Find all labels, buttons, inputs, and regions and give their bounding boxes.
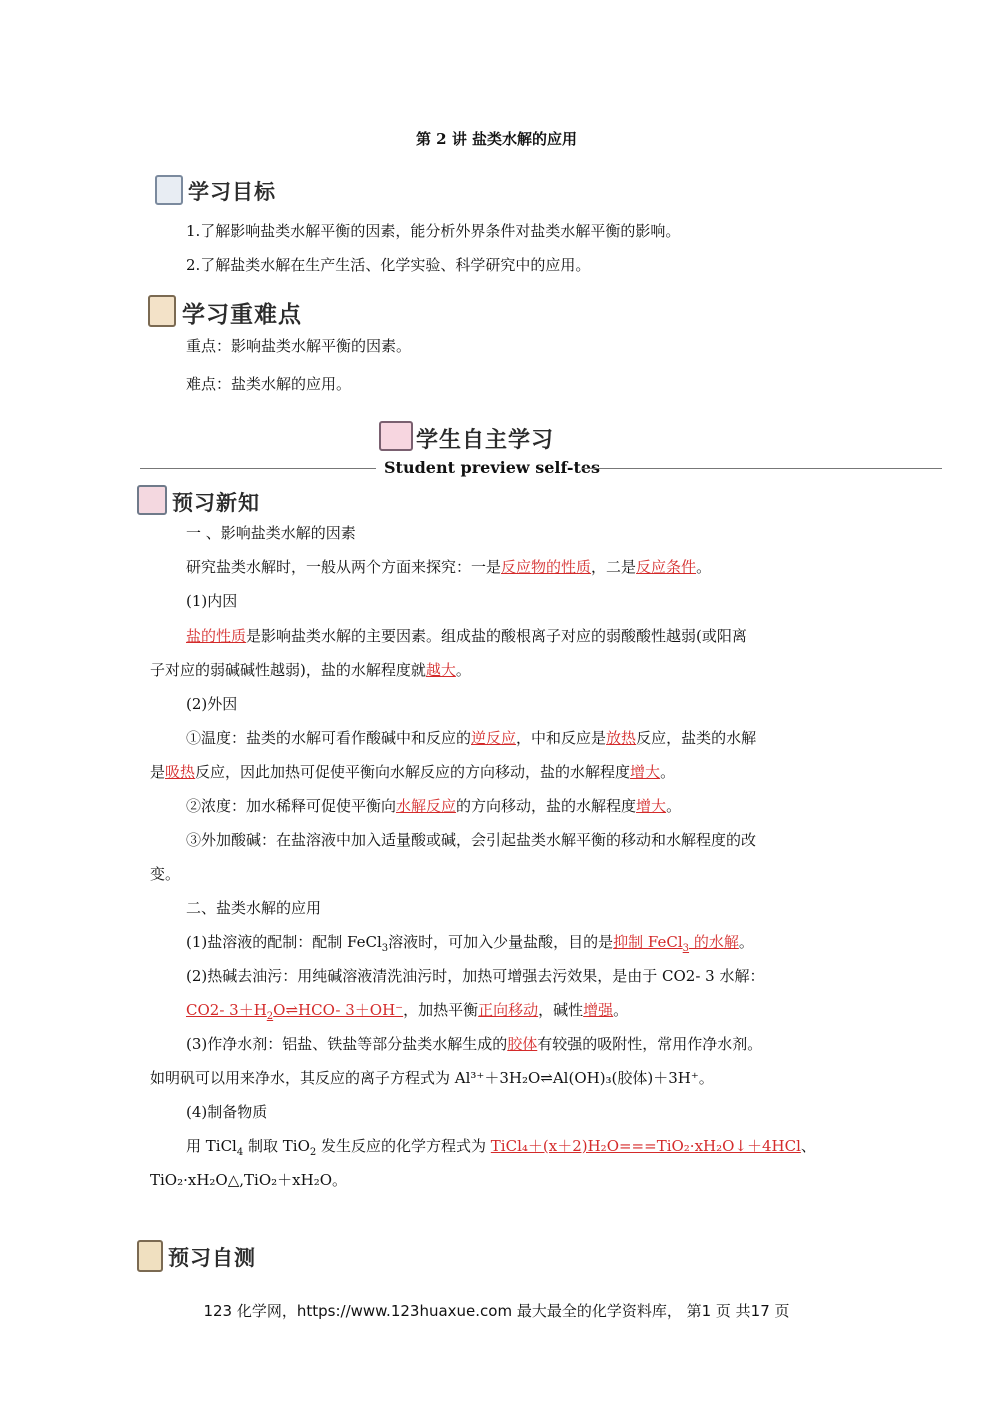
notebook-icon <box>148 295 176 327</box>
flask-icon <box>137 1240 163 1272</box>
goal-item-1: 1.了解影响盐类水解平衡的因素，能分析外界条件对盐类水解平衡的影响。 <box>186 222 681 240</box>
section-heading-key-points: 学习重难点 <box>182 302 302 328</box>
self-study-subtitle: Student preview self-tes <box>384 458 601 477</box>
focus-text: 重点：影响盐类水解平衡的因素。 <box>186 337 412 355</box>
book-icon <box>155 175 183 205</box>
page-footer: 123 化学网，https://www.123huaxue.com 最大最全的化学资料库， 第1 页 共17 页 <box>203 1302 790 1320</box>
application-4-line-2: TiO₂·xH₂O△,TiO₂＋xH₂O。 <box>150 1171 347 1189</box>
section-heading-preview: 预习新知 <box>172 491 260 515</box>
application-2-line-2: CO2- $3+H_2O\rightleftharpoons HCO-$ 3＋OH⁻，加热平衡正向移动，碱性增强。 <box>186 1001 629 1022</box>
preview-icon <box>137 485 167 515</box>
section-heading-self-study: 学生自主学习 <box>416 428 555 453</box>
acid-base-line-2: 变。 <box>150 865 181 883</box>
goal-item-2: 2.了解盐类水解在生产生活、化学实验、科学研究中的应用。 <box>186 256 591 274</box>
section-heading-goals: 学习目标 <box>188 180 276 204</box>
heading-applications: 二、盐类水解的应用 <box>186 899 322 917</box>
application-3-line-2: 如明矾可以用来净水，其反应的离子方程式为 Al³⁺＋3H₂O⇌Al(OH)₃(胶体)＋3H⁺。 <box>150 1069 714 1087</box>
divider-left <box>140 468 376 469</box>
temperature-line-1: ①温度：盐类的水解可看作酸碱中和反应的逆反应，中和反应是放热反应，盐类的水解 <box>186 729 757 747</box>
temperature-line-2: 是吸热反应，因此加热可促使平衡向水解反应的方向移动，盐的水解程度增大。 <box>150 763 676 781</box>
internal-line-1: 盐的性质是影响盐类水解的主要因素。组成盐的酸根离子对应的弱酸酸性越弱(或阳离 <box>186 627 747 645</box>
application-2-line-1: (2)热碱去油污：用纯碱溶液清洗油污时，加热可增强去污效果，是由于 CO2- 3 水解： <box>186 967 765 985</box>
divider-right <box>582 468 942 469</box>
application-1: (1)盐溶液的配制：配制 FeCl$_3$溶液时，可加入少量盐酸，目的是抑制 FeCl$_3$ 的水解。 <box>186 933 754 954</box>
section-heading-self-test: 预习自测 <box>168 1246 256 1270</box>
open-book-icon <box>379 421 413 451</box>
application-4-label: (4)制备物质 <box>186 1103 268 1121</box>
concentration-line: ②浓度：加水稀释可促使平衡向水解反应的方向移动，盐的水解程度增大。 <box>186 797 682 815</box>
heading-factors: 一 、影响盐类水解的因素 <box>186 524 356 542</box>
difficulty-text: 难点：盐类水解的应用。 <box>186 375 352 393</box>
internal-line-2: 子对应的弱碱碱性越弱)，盐的水解程度就越大。 <box>150 661 471 679</box>
acid-base-line-1: ③外加酸碱：在盐溶液中加入适量酸或碱，会引起盐类水解平衡的移动和水解程度的改 <box>186 831 757 849</box>
intro-line: 研究盐类水解时，一般从两个方面来探究：一是反应物的性质，二是反应条件。 <box>186 558 712 576</box>
page-title: 第 2 讲 盐类水解的应用 <box>415 130 578 148</box>
application-3-line-1: (3)作净水剂：铝盐、铁盐等部分盐类水解生成的胶体有较强的吸附性，常用作净水剂。 <box>186 1035 763 1053</box>
internal-label: (1)内因 <box>186 592 238 610</box>
application-4-line-1: 用 TiCl$_4$ 制取 TiO$_2$ 发生反应的化学方程式为 TiCl₄＋(x＋2)H₂O===TiO₂·xH₂O↓＋4HCl、 <box>186 1137 816 1158</box>
external-label: (2)外因 <box>186 695 238 713</box>
